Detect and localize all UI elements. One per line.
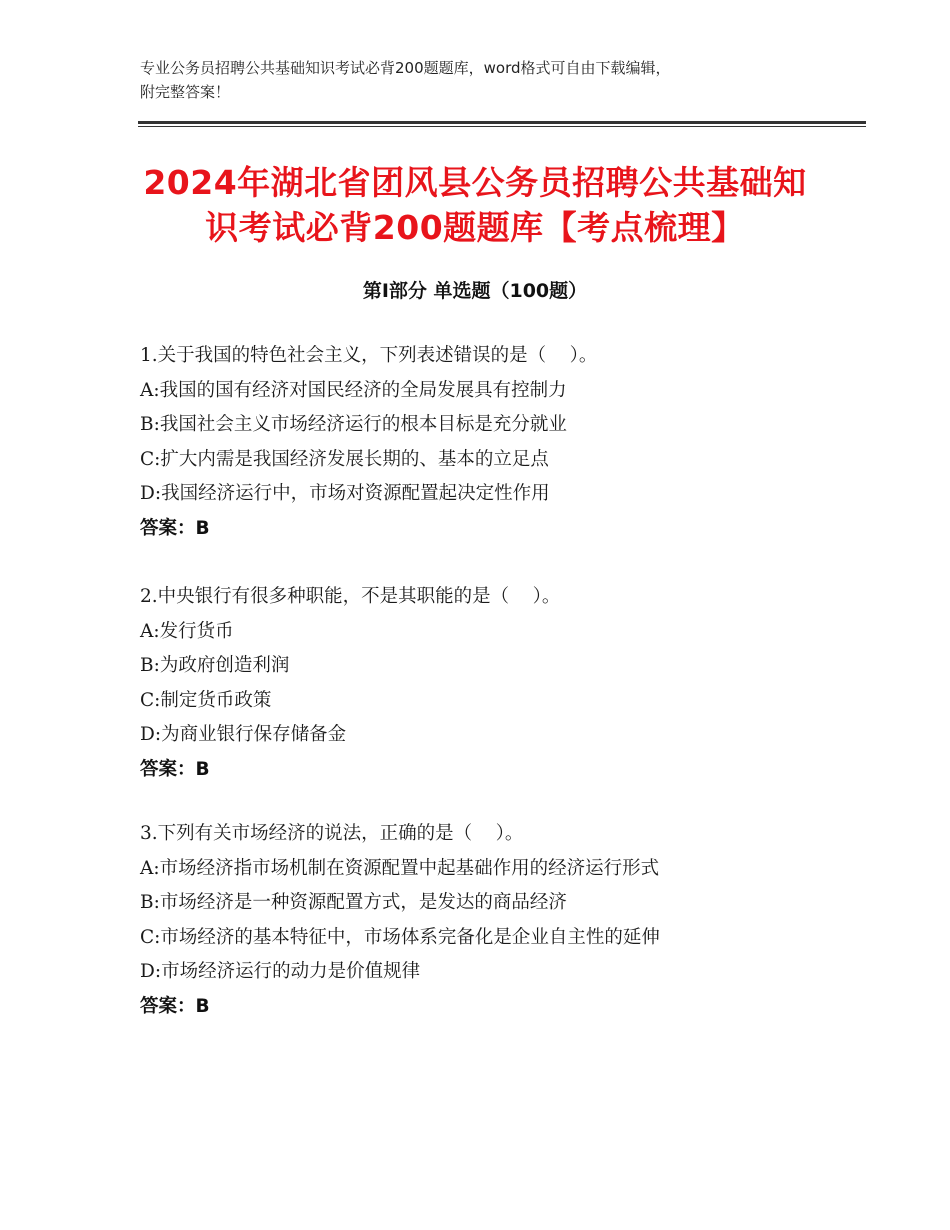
section-title: 第Ⅰ部分 单选题（100题）	[362, 280, 588, 302]
option-a: A:我国的国有经济对国民经济的全局发展具有控制力	[140, 379, 567, 401]
answer: 答案：B	[140, 517, 210, 539]
option-b: B:市场经济是一种资源配置方式，是发达的商品经济	[140, 892, 567, 913]
question-3	[140, 817, 860, 1024]
question-2	[140, 580, 860, 787]
option-a: A:发行货币	[140, 620, 234, 642]
header-note-line-1: 专业公务员招聘公共基础知识考试必背200题题库，word格式可自由下载编辑，	[140, 59, 671, 77]
question-stem: 3.下列有关市场经济的说法，正确的是（ ）。	[140, 823, 524, 844]
option-c: C:市场经济的基本特征中，市场体系完备化是企业自主性的延伸	[140, 926, 660, 948]
option-d: D:市场经济运行的动力是价值规律	[140, 961, 421, 982]
question-stem: 2.中央银行有很多种职能，不是其职能的是（ ）。	[140, 586, 561, 607]
option-b: B:我国社会主义市场经济运行的根本目标是充分就业	[140, 414, 567, 435]
header-rule-thin	[138, 126, 866, 127]
answer: 答案：B	[140, 995, 210, 1017]
header-note	[140, 56, 820, 104]
option-d: D:我国经济运行中，市场对资源配置起决定性作用	[140, 483, 550, 504]
option-c: C:扩大内需是我国经济发展长期的、基本的立足点	[140, 448, 549, 470]
option-c: C:制定货币政策	[140, 689, 272, 711]
document-title	[120, 160, 830, 250]
question-stem: 1.关于我国的特色社会主义，下列表述错误的是（ ）。	[140, 345, 598, 366]
question-1	[140, 339, 860, 546]
option-a: A:市场经济指市场机制在资源配置中起基础作用的经济运行形式	[140, 857, 660, 879]
answer: 答案：B	[140, 758, 210, 780]
header-note-line-2: 附完整答案！	[140, 83, 231, 101]
document-title-line-1: 2024年湖北省团风县公务员招聘公共基础知	[143, 163, 807, 202]
header-rule-thick	[138, 121, 866, 124]
option-d: D:为商业银行保存储备金	[140, 724, 347, 745]
document-title-line-2: 识考试必背200题题库【考点梳理】	[205, 208, 745, 247]
option-b: B:为政府创造利润	[140, 655, 290, 676]
